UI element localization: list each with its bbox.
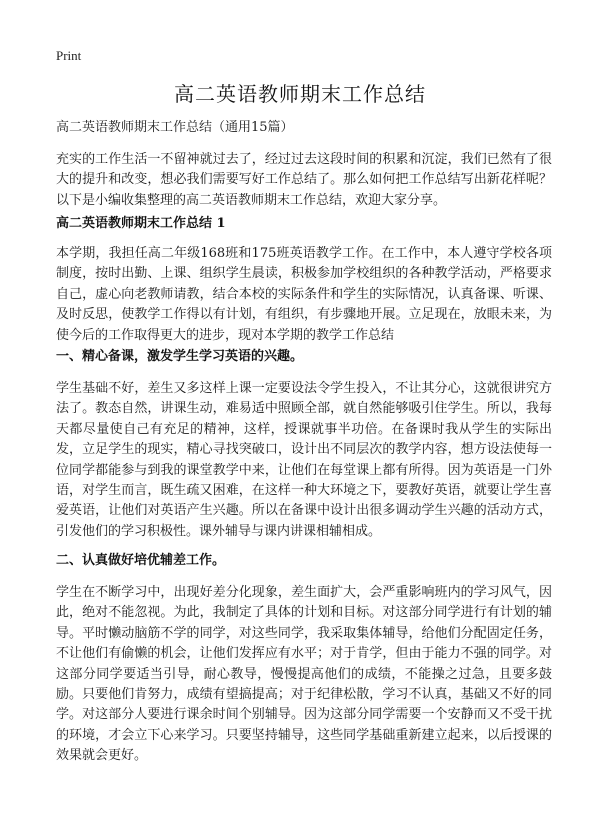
section-1-heading: 高二英语教师期末工作总结 1	[56, 216, 226, 231]
section-1-paragraph: 本学期，我担任高二年级168班和175班英语教学工作。在工作中，本人遵守学校各项制度，按时出勤、上课、组织学生晨读，积极参加学校组织的各种教学活动，严格要求自己，虚心向老教师请教，结合本校的实际条件和学生的实际情况，认真备课、听课、及时反思，使教学工作得以有计划，有组织，有步骤地开展。立足现在，放眼未来，为使今后的工作取得更大的进步，现对本学期的教学工作总结	[56, 246, 552, 343]
intro-paragraph: 充实的工作生活一不留神就过去了，经过过去这段时间的积累和沉淀，我们已然有了很大的提升和改变，想必我们需要写好工作总结了。那么如何把工作总结写出新花样呢？以下是小编收集整理的高二英语教师期末工作总结，欢迎大家分享。	[56, 152, 552, 208]
document-subtitle: 高二英语教师期末工作总结（通用15篇）	[56, 120, 294, 135]
point-2-heading: 二、认真做好培优辅差工作。	[56, 553, 226, 568]
point-1-heading: 一、精心备课，激发学生学习英语的兴趣。	[56, 349, 304, 364]
document-title: 高二英语教师期末工作总结	[174, 82, 426, 106]
point-1-paragraph: 学生基础不好，差生又多这样上课一定要设法令学生投入，不让其分心，这就很讲究方法了。教态自然，讲课生动，难易适中照顾全部，就自然能够吸引住学生。所以，我每天都尽量使自己有充足的精神，这样，授课就事半功倍。在备课时我从学生的实际出发，立足学生的现实，精心寻找突破口，设计出不同层次的教学内容，想方设法使每一位同学都能参与到我的课堂教学中来，让他们在每堂课上都有所得。因为英语是一门外语，对学生而言，既生疏又困难，在这样一种大环境之下，要教好英语，就要让学生喜爱英语，让他们对英语产生兴趣。所以在备课中设计出很多调动学生兴趣的活动方式，引发他们的学习积极性。课外辅导与课内讲课相辅相成。	[56, 381, 552, 539]
point-2-paragraph: 学生在不断学习中，出现好差分化现象，差生面扩大，会严重影响班内的学习风气，因此，绝对不能忽视。为此，我制定了具体的计划和目标。对这部分同学进行有计划的辅导。平时懒动脑筋不学的同学，对这些同学，我采取集体辅导，给他们分配固定任务，不让他们有偷懒的机会，让他们发挥应有水平；对于肯学，但由于能力不强的同学。对这部分同学要适当引导，耐心教导，慢慢提高他们的成绩，不能操之过急，且要多鼓励。只要他们肯努力，成绩有望搞提高；对于纪律松散，学习不认真，基础又不好的同学。对这部分人要进行课余时间个别辅导。因为这部分同学需要一个安静而又不受干扰的环境，才会立下心来学习。只要坚持辅导，这些同学基础重新建立起来，以后授课的效果就会更好。	[56, 585, 552, 764]
print-label: Print	[56, 48, 82, 63]
